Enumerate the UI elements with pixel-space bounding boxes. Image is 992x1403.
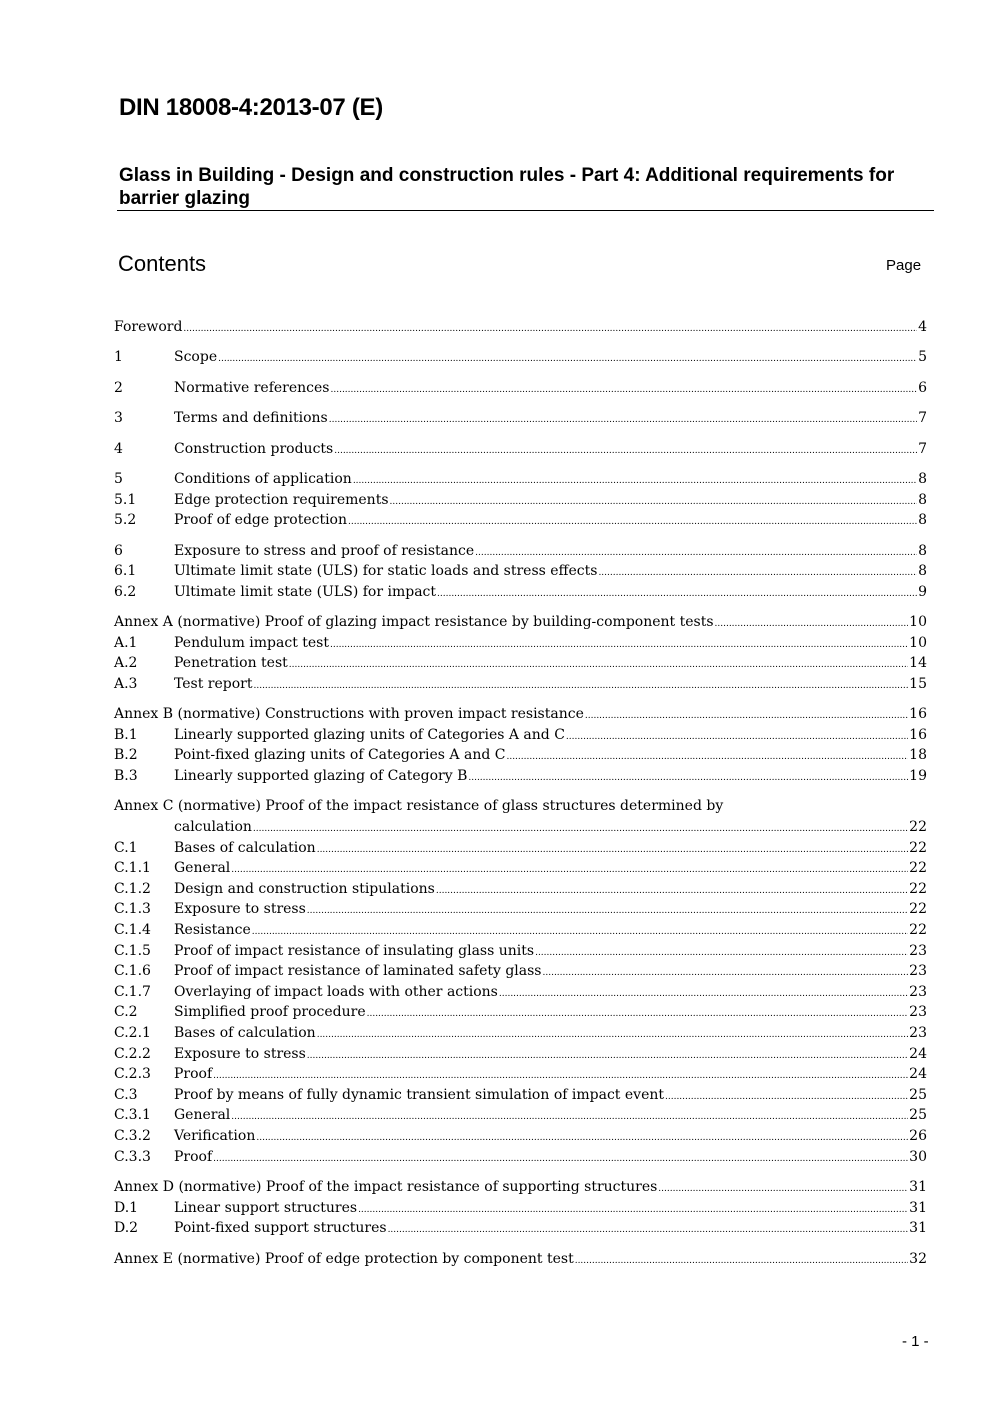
- toc-entry-title: Bases of calculation: [174, 838, 317, 859]
- toc-entry-number: 3: [114, 410, 123, 427]
- toc-entry-page: 23: [909, 1004, 927, 1021]
- toc-leader-dots: [317, 840, 908, 861]
- toc-entry[interactable]: [114, 1147, 927, 1168]
- toc-entry-number: 5.1: [114, 491, 137, 508]
- toc-leader-dots: [317, 1025, 908, 1046]
- toc-leader-dots: [330, 635, 908, 656]
- toc-leader-dots: [331, 380, 918, 401]
- toc-entry-number: C.2.2: [114, 1045, 151, 1062]
- toc-entry-title: Proof: [174, 1064, 213, 1085]
- toc-entry[interactable]: [114, 510, 927, 531]
- toc-entry-page: 23: [909, 963, 927, 980]
- toc-leader-dots: [231, 1107, 908, 1128]
- toc-entry-title: Pendulum impact test: [174, 633, 330, 654]
- toc-leader-dots: [231, 860, 908, 881]
- toc-entry-page: 22: [909, 880, 927, 897]
- toc-entry-title: Resistance: [174, 920, 252, 941]
- toc-entry-number: C.1.1: [114, 860, 151, 877]
- toc-entry-title: Exposure to stress: [174, 1044, 307, 1065]
- toc-entry-number: C.2.1: [114, 1024, 151, 1041]
- toc-entry[interactable]: [114, 653, 927, 674]
- toc-entry-title: General: [174, 1105, 231, 1126]
- toc-entry[interactable]: [114, 633, 927, 654]
- toc-entry-number: C.1: [114, 839, 138, 856]
- toc-entry-title: Annex E (normative) Proof of edge protection by component test: [114, 1249, 575, 1270]
- toc-leader-dots: [252, 922, 908, 943]
- toc-entry-page: 16: [909, 726, 927, 743]
- toc-entry[interactable]: [114, 879, 927, 900]
- toc-entry[interactable]: [114, 378, 927, 399]
- toc-leader-dots: [575, 1251, 908, 1272]
- toc-entry-title: General: [174, 858, 231, 879]
- toc-entry-title: Terms and definitions: [174, 408, 329, 429]
- toc-entry-title: Simplified proof procedure: [174, 1002, 367, 1023]
- toc-entry-page: 7: [918, 440, 927, 457]
- toc-entry[interactable]: [114, 1105, 927, 1126]
- toc-leader-dots: [475, 543, 917, 564]
- toc-entry-number: C.3.1: [114, 1107, 151, 1124]
- toc-entry[interactable]: [114, 1126, 927, 1147]
- toc-entry-title: Exposure to stress and proof of resistance: [174, 541, 475, 562]
- toc-entry[interactable]: [114, 674, 927, 695]
- toc-entry[interactable]: [114, 838, 927, 859]
- toc-section-annexes: [114, 838, 927, 1269]
- toc-entry-title: Linear support structures: [174, 1198, 358, 1219]
- toc-entry[interactable]: [114, 704, 927, 725]
- toc-leader-dots: [598, 563, 917, 584]
- toc-entry-number: D.2: [114, 1220, 139, 1237]
- toc-leader-dots: [388, 1220, 909, 1241]
- toc-entry-number: 4: [114, 440, 123, 457]
- toc-leader-dots: [253, 676, 908, 697]
- toc-entry[interactable]: [114, 766, 927, 787]
- toc-leader-dots: [437, 584, 917, 605]
- toc-entry[interactable]: [114, 858, 927, 879]
- toc-entry-title: Proof of edge protection: [174, 510, 348, 531]
- toc-entry-title: Penetration test: [174, 653, 289, 674]
- toc-entry-page: 16: [909, 706, 927, 723]
- toc-leader-dots: [436, 881, 908, 902]
- toc-entry-number: B.3: [114, 768, 138, 785]
- toc-entry-title: Proof: [174, 1147, 213, 1168]
- toc-entry[interactable]: [114, 1002, 927, 1023]
- toc-entry-number: C.2: [114, 1004, 138, 1021]
- toc-entry-page: 30: [909, 1148, 927, 1165]
- toc-entry-number: 6: [114, 542, 123, 559]
- toc-entry-title: Annex D (normative) Proof of the impact resistance of supporting structures: [114, 1177, 658, 1198]
- page-number: - 1 -: [902, 1333, 929, 1350]
- toc-entry-number: 2: [114, 379, 123, 396]
- toc-entry-title: Edge protection requirements: [174, 490, 390, 511]
- toc-entry[interactable]: [114, 1249, 927, 1270]
- toc-entry-number: D.1: [114, 1199, 139, 1216]
- document-title: Glass in Building - Design and construction rules - Part 4: Additional requirements for barrier glazing: [119, 165, 895, 209]
- toc-entry-page: 18: [909, 747, 927, 764]
- toc-entry-title: Proof of impact resistance of laminated safety glass: [174, 961, 543, 982]
- toc-entry[interactable]: [114, 469, 927, 490]
- toc-entry-page: 22: [909, 839, 927, 856]
- page-column-heading: Page: [886, 257, 922, 274]
- toc-leader-dots: [289, 655, 908, 676]
- toc-entry-page: 8: [918, 491, 927, 508]
- toc-entry-page: 31: [909, 1220, 927, 1237]
- toc-leader-dots: [367, 1004, 909, 1025]
- toc-leader-dots: [307, 901, 908, 922]
- toc-entry-number: C.1.4: [114, 922, 151, 939]
- toc-entry-page: 24: [909, 1066, 927, 1083]
- toc-entry-title: Conditions of application: [174, 469, 353, 490]
- toc-leader-dots: [358, 1200, 908, 1221]
- toc-entry-page: 15: [909, 675, 927, 692]
- toc-entry[interactable]: [114, 961, 927, 982]
- toc-section-main: [114, 317, 927, 787]
- toc-entry[interactable]: [114, 490, 927, 511]
- toc-entry-number: C.1.7: [114, 983, 151, 1000]
- toc-entry-number: C.3: [114, 1086, 138, 1103]
- toc-leader-dots: [506, 747, 908, 768]
- toc-entry[interactable]: [114, 317, 927, 338]
- toc-leader-dots: [348, 512, 917, 533]
- toc-entry-number: B.2: [114, 747, 138, 764]
- toc-entry-number: B.1: [114, 726, 138, 743]
- toc-entry-number: C.2.3: [114, 1066, 151, 1083]
- toc-entry[interactable]: [114, 582, 927, 603]
- toc-entry-number: C.1.6: [114, 963, 151, 980]
- toc-entry-title: Design and construction stipulations: [174, 879, 436, 900]
- toc-entry[interactable]: [114, 725, 927, 746]
- toc-entry-number: C.1.3: [114, 901, 151, 918]
- toc-entry-page: 8: [918, 512, 927, 529]
- toc-entry[interactable]: [114, 1023, 927, 1044]
- toc-entry-title: Test report: [174, 674, 253, 695]
- toc-entry-number: A.3: [114, 675, 138, 692]
- toc-entry-number: 6.1: [114, 563, 137, 580]
- title-divider: [117, 210, 934, 211]
- toc-entry-page: 22: [909, 901, 927, 918]
- toc-entry-page: 31: [909, 1178, 927, 1195]
- toc-entry[interactable]: [114, 1064, 927, 1085]
- toc-entry-page: 10: [909, 614, 927, 631]
- toc-entry-page: 10: [909, 634, 927, 651]
- toc-leader-dots: [253, 819, 908, 840]
- toc-leader-dots: [499, 984, 908, 1005]
- toc-entry-page: 22: [909, 860, 927, 877]
- toc-entry-number: A.1: [114, 634, 138, 651]
- toc-entry[interactable]: [114, 745, 927, 766]
- toc-entry-title: Ultimate limit state (ULS) for impact: [174, 582, 437, 603]
- toc-entry-title: Overlaying of impact loads with other actions: [174, 982, 499, 1003]
- table-of-contents: [114, 317, 927, 1269]
- toc-entry[interactable]: [114, 561, 927, 582]
- toc-entry-title: Ultimate limit state (ULS) for static loads and stress effects: [174, 561, 598, 582]
- toc-entry-title: Linearly supported glazing of Category B: [174, 766, 468, 787]
- toc-entry-page: 31: [909, 1199, 927, 1216]
- toc-entry-page: 24: [909, 1045, 927, 1062]
- toc-leader-dots: [256, 1128, 908, 1149]
- contents-heading: Contents: [118, 251, 207, 276]
- toc-leader-dots: [566, 727, 908, 748]
- toc-entry-title: Annex A (normative) Proof of glazing impact resistance by building-component tests: [114, 612, 715, 633]
- toc-entry-page: 23: [909, 942, 927, 959]
- toc-entry[interactable]: [114, 1177, 927, 1198]
- toc-entry-page: 19: [909, 768, 927, 785]
- toc-entry[interactable]: [114, 1085, 927, 1106]
- toc-entry-page: 7: [918, 410, 927, 427]
- toc-entry[interactable]: [114, 941, 927, 962]
- toc-entry-page: 25: [909, 1086, 927, 1103]
- toc-entry-page: 14: [909, 655, 927, 672]
- toc-entry[interactable]: [114, 982, 927, 1003]
- toc-leader-dots: [390, 492, 918, 513]
- toc-leader-dots: [334, 441, 917, 462]
- toc-leader-dots: [468, 768, 908, 789]
- toc-leader-dots: [213, 1149, 908, 1170]
- toc-entry-page: 6: [918, 379, 927, 396]
- toc-entry-title: Exposure to stress: [174, 899, 307, 920]
- toc-entry-title: Proof of impact resistance of insulating glass units: [174, 941, 535, 962]
- toc-entry-title: Construction products: [174, 439, 334, 460]
- toc-entry-title: Annex C (normative) Proof of the impact resistance of glass structures determined by: [114, 798, 724, 815]
- toc-entry-page: 26: [909, 1127, 927, 1144]
- toc-entry-page: 9: [918, 583, 927, 600]
- toc-leader-dots: [658, 1179, 908, 1200]
- toc-entry-title: Verification: [174, 1126, 256, 1147]
- toc-entry-title: Point-fixed glazing units of Categories A and C: [174, 745, 506, 766]
- toc-entry-number: 5: [114, 470, 123, 487]
- toc-entry-number: C.3.2: [114, 1127, 151, 1144]
- toc-entry[interactable]: [114, 541, 927, 562]
- toc-entry[interactable]: [114, 439, 927, 460]
- toc-entry-page: 23: [909, 1024, 927, 1041]
- toc-entry-number: C.1.5: [114, 942, 151, 959]
- toc-entry-page: 23: [909, 983, 927, 1000]
- toc-leader-dots: [329, 410, 917, 431]
- toc-leader-dots: [715, 614, 909, 635]
- toc-entry-page: 32: [909, 1250, 927, 1267]
- toc-leader-dots: [218, 349, 917, 370]
- toc-entry-title: Bases of calculation: [174, 1023, 317, 1044]
- toc-leader-dots: [665, 1087, 908, 1108]
- toc-leader-dots: [183, 319, 917, 340]
- toc-entry-title: Foreword: [114, 317, 183, 338]
- toc-entry-title-continued: calculation: [174, 817, 253, 838]
- toc-entry-page: 8: [918, 563, 927, 580]
- toc-leader-dots: [307, 1046, 908, 1067]
- toc-entry-annex-c[interactable]: [114, 796, 927, 837]
- toc-entry[interactable]: [114, 1218, 927, 1239]
- toc-entry-title: Point-fixed support structures: [174, 1218, 388, 1239]
- toc-entry-title: Linearly supported glazing units of Categories A and C: [174, 725, 566, 746]
- toc-entry-number: 6.2: [114, 583, 137, 600]
- toc-entry-number: C.3.3: [114, 1148, 151, 1165]
- toc-entry[interactable]: [114, 612, 927, 633]
- toc-leader-dots: [353, 471, 917, 492]
- toc-entry-number: 5.2: [114, 512, 137, 529]
- toc-entry-title: Scope: [174, 347, 218, 368]
- toc-entry[interactable]: [114, 1044, 927, 1065]
- toc-entry-number: A.2: [114, 655, 138, 672]
- toc-leader-dots: [543, 963, 909, 984]
- toc-entry-number: 1: [114, 349, 123, 366]
- toc-leader-dots: [585, 706, 908, 727]
- toc-entry-page: 5: [918, 349, 927, 366]
- document-number: DIN 18008-4:2013-07 (E): [119, 94, 383, 121]
- toc-entry-page: 8: [918, 470, 927, 487]
- toc-leader-dots: [535, 943, 908, 964]
- toc-entry-page: 25: [909, 1107, 927, 1124]
- toc-entry[interactable]: [114, 347, 927, 368]
- toc-entry[interactable]: [114, 899, 927, 920]
- toc-entry[interactable]: [114, 920, 927, 941]
- toc-entry-number: C.1.2: [114, 880, 151, 897]
- toc-entry[interactable]: [114, 408, 927, 429]
- toc-entry-page: 22: [909, 922, 927, 939]
- toc-entry-page: 4: [918, 319, 927, 335]
- toc-entry-page: 8: [918, 542, 927, 559]
- toc-entry-title: Annex B (normative) Constructions with proven impact resistance: [114, 704, 585, 725]
- toc-entry-title: Proof by means of fully dynamic transient simulation of impact event: [174, 1085, 665, 1106]
- toc-entry-title: Normative references: [174, 378, 331, 399]
- toc-leader-dots: [213, 1066, 908, 1087]
- toc-entry[interactable]: [114, 1198, 927, 1219]
- toc-entry-page: 22: [909, 819, 927, 836]
